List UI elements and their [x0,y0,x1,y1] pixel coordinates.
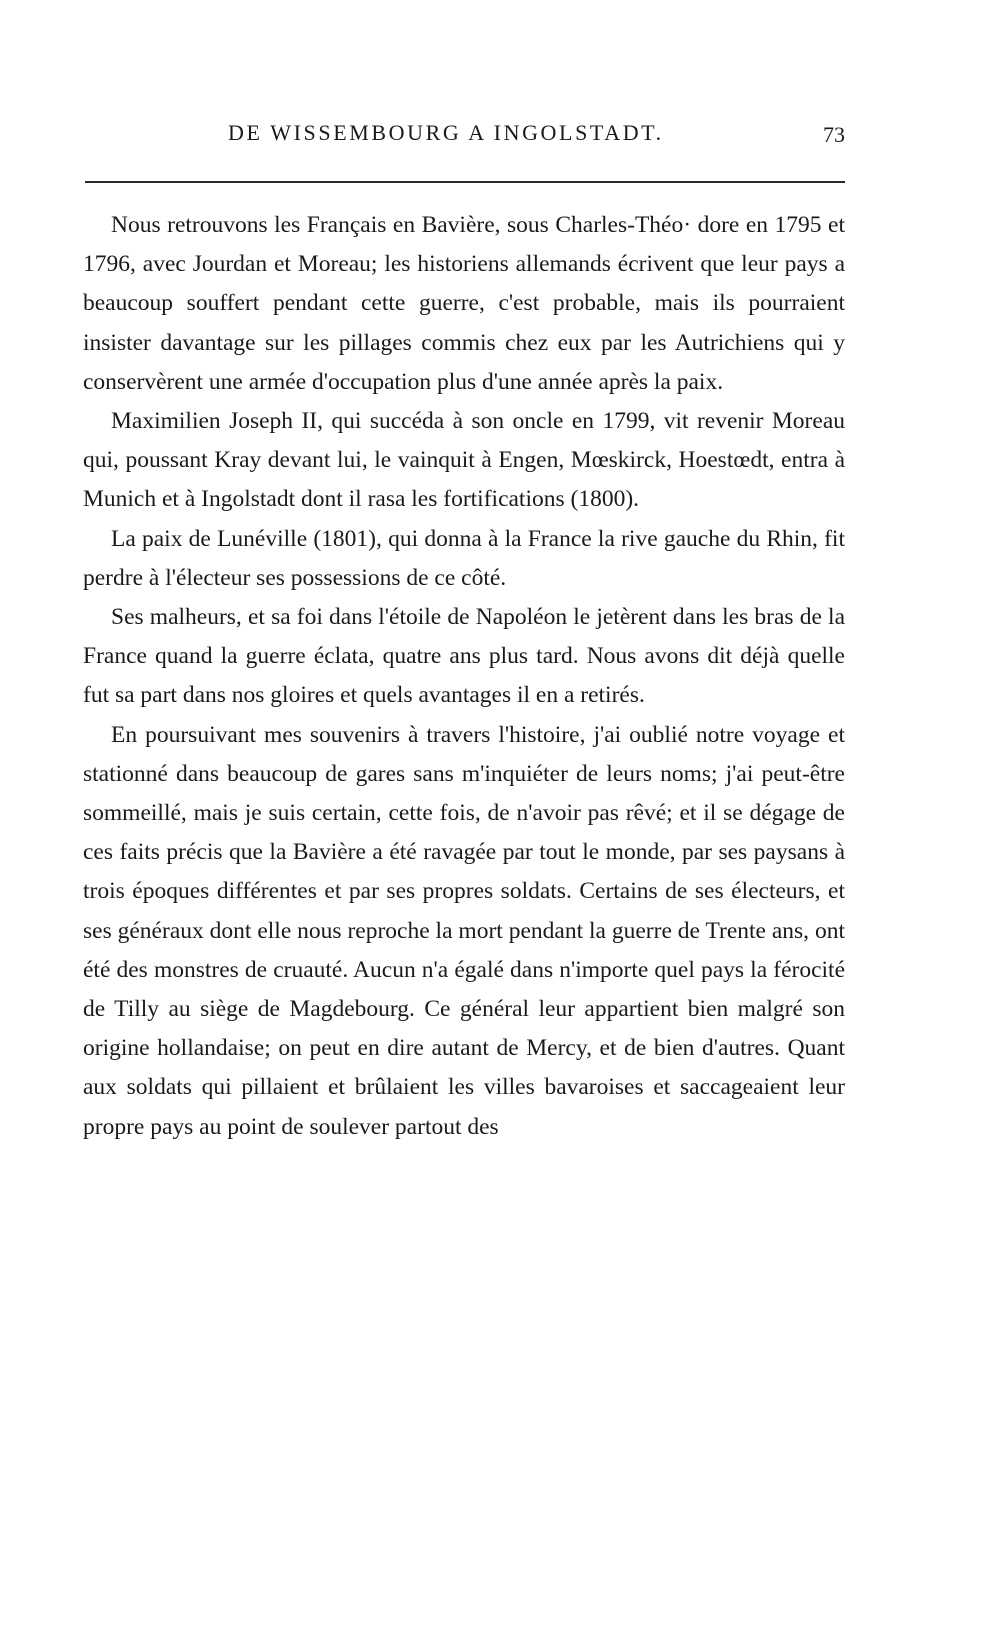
page-number: 73 [823,122,845,147]
paragraph: En poursuivant mes souvenirs à travers l'histoire, j'ai oublié notre voyage et stationné dans beaucoup de gares sans m'inquiéter de leurs noms; j'ai peut-être sommeillé, mais je suis certain, cette fois, de n'avoir pas rêvé; et il se dégage de ces faits précis que la Bavière a été ravagée par tout le monde, par ses paysans à trois époques différentes et par ses propres soldats. Certains de ses électeurs, et ses généraux dont elle nous reproche la mort pendant la guerre de Trente ans, ont été des monstres de cruauté. Aucun n'a égalé dans n'importe quel pays la férocité de Tilly au siège de Magdebourg. Ce général leur appartient bien malgré son origine hollandaise; on peut en dire autant de Mercy, et de bien d'autres. Quant aux soldats qui pillaient et brûlaient les villes bavaroises et saccageaient leur propre pays au point de soulever partout des [83,721,845,1140]
paragraph: Maximilien Joseph II, qui succéda à son oncle en 1799, vit revenir Moreau qui, poussant Kray devant lui, le vainquit à Engen, Mœskirck, Hoestœdt, entra à Munich et à Ingolstadt dont il rasa les fortifications (1800). [83,408,845,513]
page-header [85,118,845,150]
running-head: DE WISSEMBOURG A INGOLSTADT. [228,120,664,145]
paragraph: La paix de Lunéville (1801), qui donna à la France la rive gauche du Rhin, fit perdre à l'électeur ses possessions de ce côté. [83,525,845,591]
body-text [83,206,845,1147]
paragraph: Ses malheurs, et sa foi dans l'étoile de Napoléon le jetèrent dans les bras de la France quand la guerre éclata, quatre ans plus tard. Nous avons dit déjà quelle fut sa part dans nos gloires et quels avantages il en a retirés. [83,604,845,709]
paragraph: Nous retrouvons les Français en Bavière, sous Charles-Théo· dore en 1795 et 1796, avec Jourdan et Moreau; les historiens allemands écrivent que leur pays a beaucoup souffert pendant cette guerre, c'est probable, mais ils pourraient insister davantage sur les pillages commis chez eux par les Autrichiens qui y conservèrent une armée d'occupation plus d'une année après la paix. [83,212,845,395]
header-rule [85,181,845,183]
